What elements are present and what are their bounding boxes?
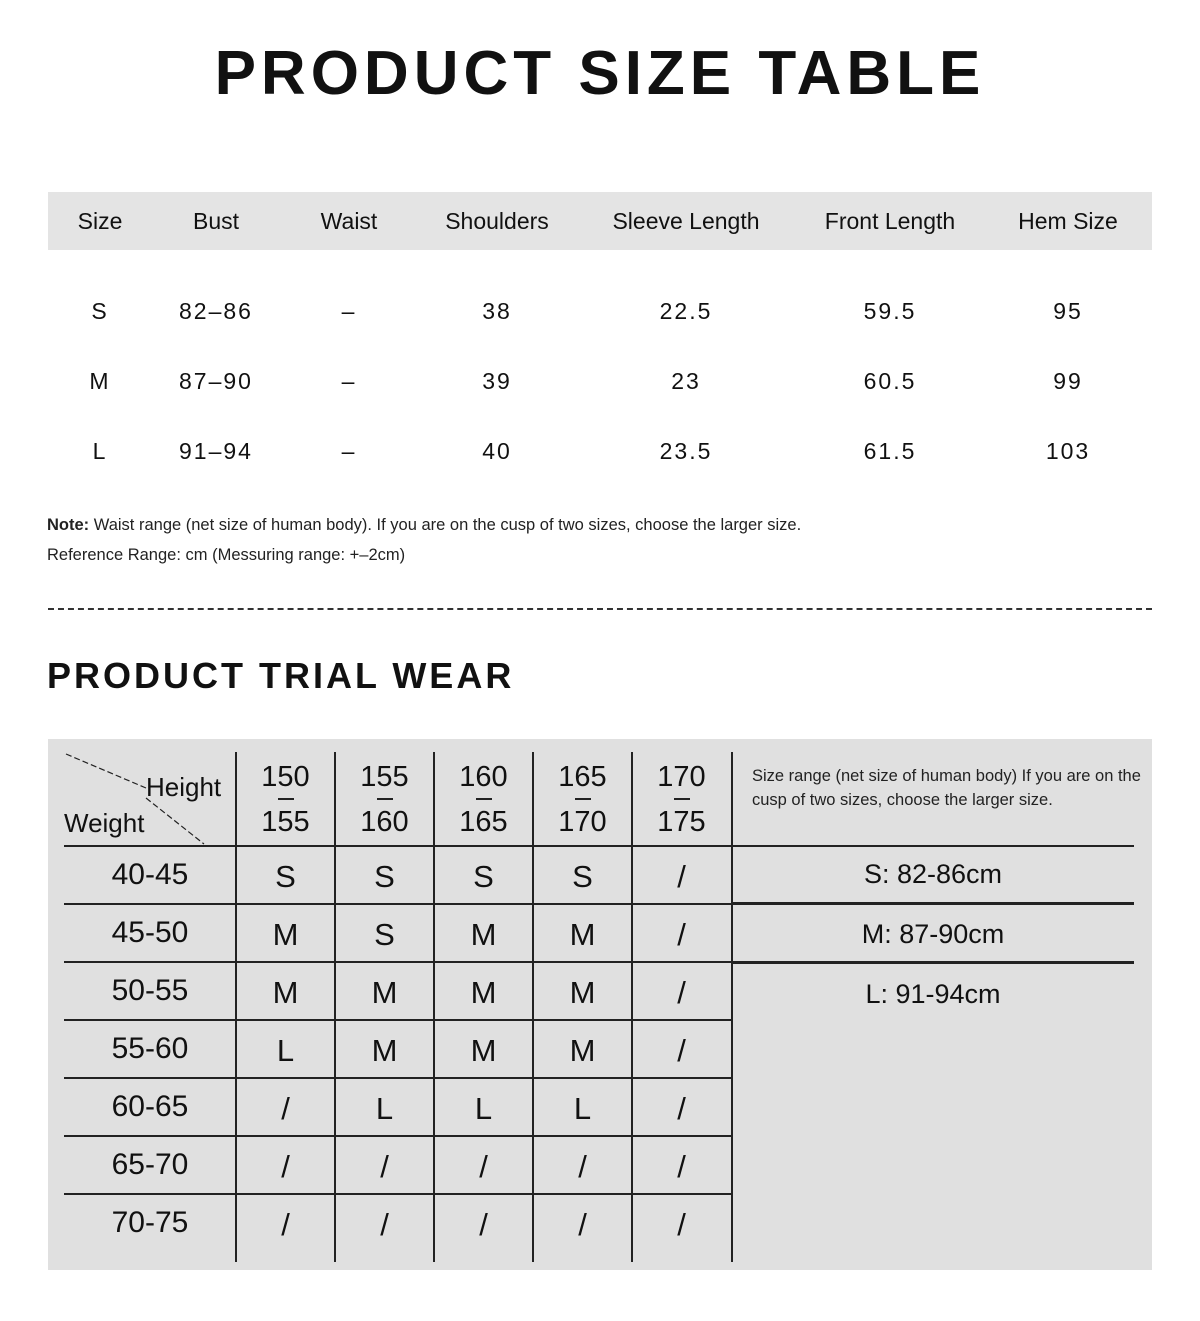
table-cell: 23 bbox=[671, 367, 701, 394]
height-to: 170 bbox=[558, 806, 607, 838]
height-from: 170 bbox=[657, 761, 706, 793]
trial-size-cell: S bbox=[572, 859, 593, 894]
note-line bbox=[47, 510, 801, 540]
height-from: 150 bbox=[261, 761, 310, 793]
trial-size-cell: / bbox=[677, 1091, 686, 1126]
size-note bbox=[47, 510, 801, 570]
page-title: PRODUCT SIZE TABLE bbox=[214, 39, 986, 108]
table-cell: 95 bbox=[1053, 297, 1083, 324]
size-table bbox=[48, 192, 1152, 486]
table-cell: 103 bbox=[1045, 437, 1091, 464]
height-to: 155 bbox=[261, 806, 310, 838]
weight-row-label: 40-45 bbox=[111, 858, 189, 891]
table-row bbox=[48, 276, 1152, 346]
table-cell: – bbox=[341, 297, 357, 324]
trial-size-cell: / bbox=[578, 1149, 587, 1184]
table-cell: 82–86 bbox=[179, 297, 253, 324]
weight-row-label: 50-55 bbox=[111, 974, 189, 1007]
grid-line-vertical bbox=[532, 752, 534, 1262]
trial-size-cell: L bbox=[375, 1091, 394, 1126]
trial-size-cell: / bbox=[281, 1149, 290, 1184]
trial-size-cell: S bbox=[374, 859, 395, 894]
trial-size-cell: M bbox=[569, 975, 596, 1010]
trial-size-cell: / bbox=[677, 1149, 686, 1184]
range-divider bbox=[732, 962, 1134, 964]
header-waist: Waist bbox=[320, 207, 378, 234]
trial-size-cell: M bbox=[470, 975, 497, 1010]
table-cell: 23.5 bbox=[659, 437, 713, 464]
table-row bbox=[48, 346, 1152, 416]
range-divider bbox=[732, 902, 1134, 904]
height-to: 165 bbox=[459, 806, 508, 838]
trial-size-cell: S bbox=[275, 859, 296, 894]
grid-line-vertical bbox=[334, 752, 336, 1262]
range-dash bbox=[674, 798, 690, 800]
trial-size-cell: / bbox=[677, 975, 686, 1010]
table-cell: 60.5 bbox=[863, 367, 917, 394]
table-cell: – bbox=[341, 367, 357, 394]
table-cell: 87–90 bbox=[179, 367, 253, 394]
trial-size-cell: / bbox=[677, 859, 686, 894]
table-cell: 39 bbox=[482, 367, 512, 394]
trial-size-cell: M bbox=[569, 917, 596, 952]
trial-size-cell: M bbox=[470, 917, 497, 952]
note-label: Note: bbox=[47, 516, 90, 534]
height-to: 160 bbox=[360, 806, 409, 838]
table-cell: L bbox=[92, 437, 108, 464]
trial-size-cell: M bbox=[470, 1033, 497, 1068]
table-cell: – bbox=[341, 437, 357, 464]
trial-size-cell: / bbox=[677, 917, 686, 952]
size-range-label: M: 87-90cm bbox=[861, 919, 1005, 949]
reference-range: Reference Range: cm (Messuring range: +–2cm) bbox=[47, 546, 406, 564]
trial-size-cell: / bbox=[677, 1033, 686, 1068]
trial-size-cell: M bbox=[569, 1033, 596, 1068]
table-cell: 40 bbox=[482, 437, 512, 464]
trial-size-cell: M bbox=[371, 1033, 398, 1068]
weight-row-label: 60-65 bbox=[111, 1090, 189, 1123]
table-cell: 61.5 bbox=[863, 437, 917, 464]
weight-row-label: 45-50 bbox=[111, 916, 189, 949]
grid-line-vertical bbox=[731, 752, 733, 1262]
size-table-header bbox=[48, 192, 1152, 250]
height-header-cell bbox=[632, 762, 731, 837]
range-dash bbox=[377, 798, 393, 800]
trial-size-cell: M bbox=[272, 917, 299, 952]
trial-size-cell: L bbox=[474, 1091, 493, 1126]
height-header-cell bbox=[335, 762, 434, 837]
height-to: 175 bbox=[657, 806, 706, 838]
header-size: Size bbox=[77, 207, 123, 234]
header-hem-size: Hem Size bbox=[1018, 207, 1118, 234]
trial-size-cell: L bbox=[573, 1091, 592, 1126]
table-cell: 91–94 bbox=[179, 437, 253, 464]
height-from: 160 bbox=[459, 761, 508, 793]
table-cell: S bbox=[91, 297, 109, 324]
trial-size-cell: M bbox=[272, 975, 299, 1010]
grid-line-horizontal bbox=[64, 1135, 732, 1137]
height-from: 155 bbox=[360, 761, 409, 793]
trial-size-cell: L bbox=[276, 1033, 295, 1068]
height-header-cell bbox=[533, 762, 632, 837]
grid-line-horizontal bbox=[64, 1193, 732, 1195]
range-dash bbox=[278, 798, 294, 800]
table-row bbox=[48, 416, 1152, 486]
section-title: PRODUCT TRIAL WEAR bbox=[47, 655, 515, 696]
grid-line-horizontal bbox=[64, 1077, 732, 1079]
weight-row-label: 65-70 bbox=[111, 1148, 189, 1181]
header-sleeve-length: Sleeve Length bbox=[612, 207, 760, 234]
table-cell: M bbox=[89, 367, 111, 394]
note-text: Waist range (net size of human body). If you are on the cusp of two sizes, choose the larger size. bbox=[89, 516, 802, 534]
header-shoulders: Shoulders bbox=[445, 207, 549, 234]
grid-line-vertical bbox=[433, 752, 435, 1262]
corner-height-label: Height bbox=[146, 772, 222, 802]
dashed-divider bbox=[48, 608, 1152, 610]
grid-line-vertical bbox=[631, 752, 633, 1262]
size-range-note: Size range (net size of human body) If you are on the cusp of two sizes, choose the larger size. bbox=[752, 767, 1141, 809]
grid-line-horizontal bbox=[64, 845, 1134, 847]
trial-size-cell: S bbox=[374, 917, 395, 952]
trial-size-cell: / bbox=[281, 1091, 290, 1126]
table-cell: 22.5 bbox=[659, 297, 713, 324]
size-range-label: L: 91-94cm bbox=[865, 979, 1001, 1009]
range-dash bbox=[575, 798, 591, 800]
header-bust: Bust bbox=[192, 207, 240, 234]
table-cell: 38 bbox=[482, 297, 512, 324]
height-header-cell bbox=[434, 762, 533, 837]
trial-size-cell: S bbox=[473, 859, 494, 894]
table-cell: 59.5 bbox=[863, 297, 917, 324]
header-front-length: Front Length bbox=[824, 207, 956, 234]
height-from: 165 bbox=[558, 761, 607, 793]
grid-line-horizontal bbox=[64, 1019, 732, 1021]
trial-size-cell: M bbox=[371, 975, 398, 1010]
weight-row-label: 70-75 bbox=[111, 1206, 189, 1239]
size-table-body bbox=[48, 276, 1152, 486]
range-dash bbox=[476, 798, 492, 800]
trial-size-cell: / bbox=[281, 1207, 290, 1242]
trial-size-cell: / bbox=[479, 1149, 488, 1184]
trial-size-cell: / bbox=[380, 1207, 389, 1242]
height-header-cell bbox=[236, 762, 335, 837]
trial-size-cell: / bbox=[380, 1149, 389, 1184]
trial-size-cell: / bbox=[578, 1207, 587, 1242]
weight-row-label: 55-60 bbox=[111, 1032, 189, 1065]
grid-line-vertical bbox=[235, 752, 237, 1262]
size-range-label: S: 82-86cm bbox=[863, 859, 1003, 889]
trial-size-cell: / bbox=[479, 1207, 488, 1242]
table-cell: 99 bbox=[1053, 367, 1083, 394]
trial-size-cell: / bbox=[677, 1207, 686, 1242]
corner-weight-label: Weight bbox=[64, 808, 145, 838]
